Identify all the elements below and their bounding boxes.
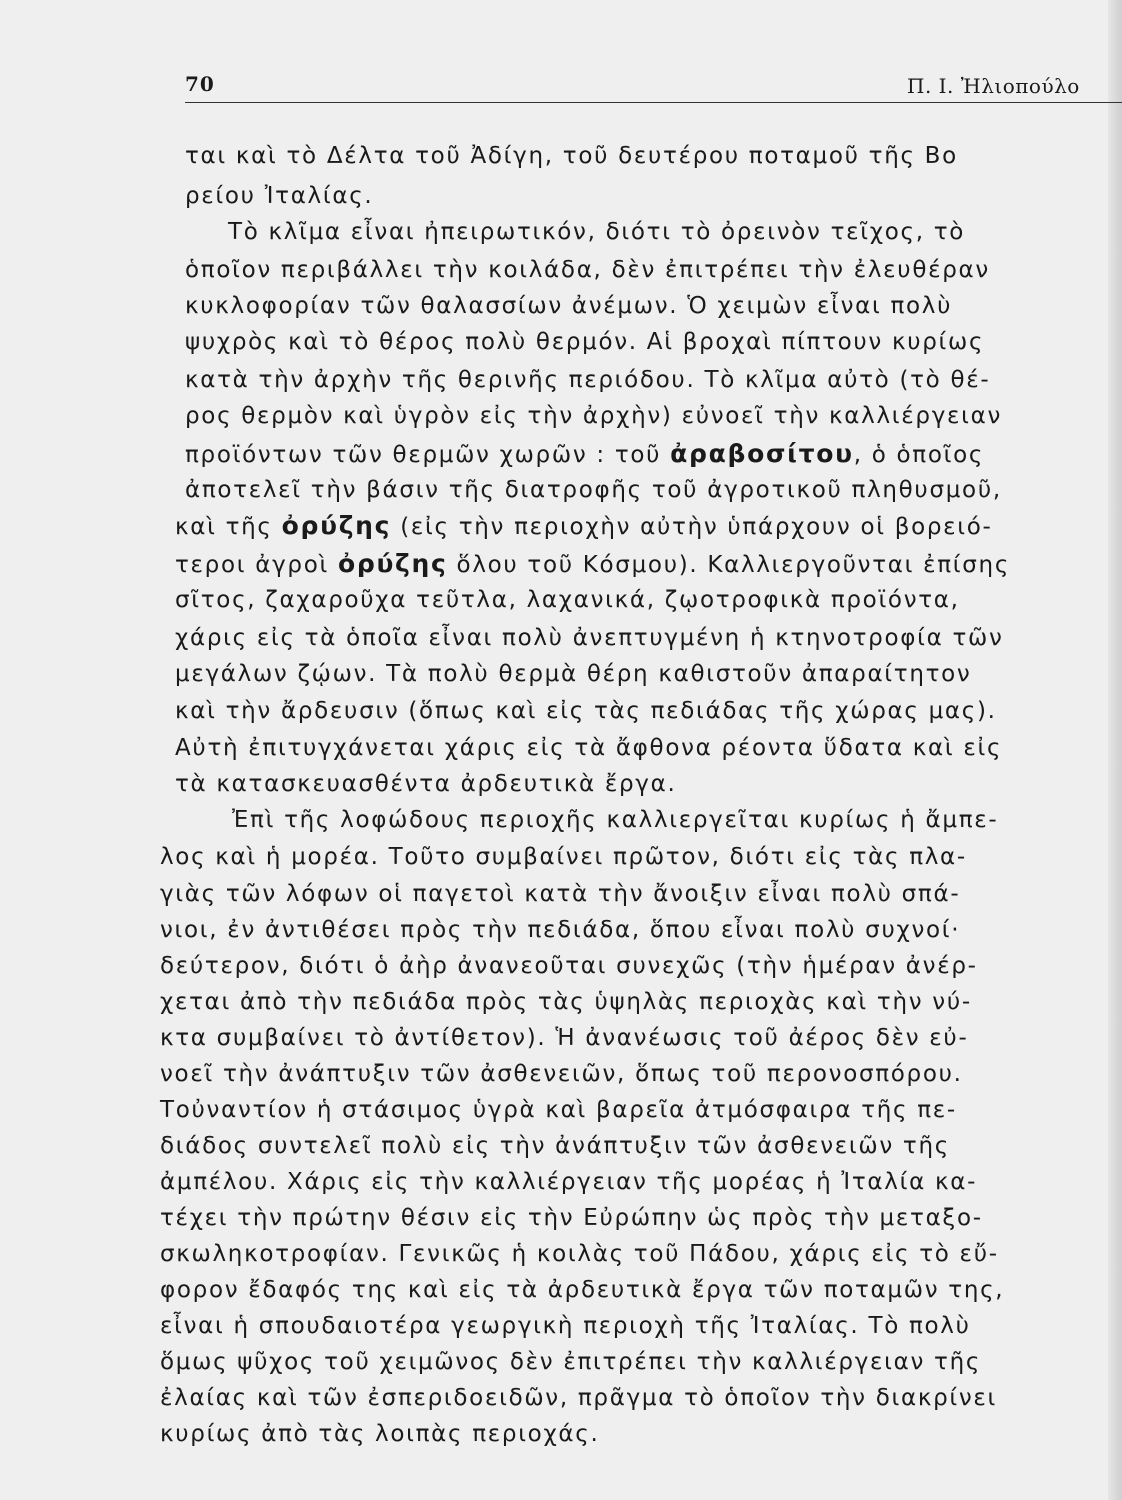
text-line: καὶ τῆς ὀρύζης (εἰς τὴν περιοχὴν αὐτὴν ὑπάρχουν οἱ βορειό- xyxy=(175,511,993,540)
text-line: σκωληκοτροφίαν. Γενικῶς ἡ κοιλὰς τοῦ Πάδου, χάρις εἰς τὸ εὔ- xyxy=(160,1241,999,1267)
text-line: χεται ἀπὸ τὴν πεδιάδα πρὸς τὰς ὑψηλὰς περιοχὰς καὶ τὴν νύ- xyxy=(160,989,972,1015)
text-line: Αὐτὴ ἐπιτυγχάνεται χάρις εἰς τὰ ἄφθονα ρέοντα ὕδατα καὶ εἰς xyxy=(175,735,1003,761)
text-line: εἶναι ἡ σπουδαιοτέρα γεωργικὴ περιοχὴ τῆς Ἰταλίας. Τὸ πολὺ xyxy=(160,1313,971,1339)
text-line: νοεῖ τὴν ἀνάπτυξιν τῶν ἀσθενειῶν, ὅπως τοῦ περονοσπόρου. xyxy=(160,1061,963,1087)
text-line: ται καὶ τὸ Δέλτα τοῦ Ἀδίγη, τοῦ δευτέρου ποταμοῦ τῆς Βο xyxy=(185,143,958,169)
text-line: δεύτερον, διότι ὁ ἀὴρ ἀνανεοῦται συνεχῶς (τὴν ἡμέραν ἀνέρ- xyxy=(160,953,978,979)
text-line: ἀποτελεῖ τὴν βάσιν τῆς διατροφῆς τοῦ ἀγροτικοῦ πληθυσμοῦ, xyxy=(185,477,1002,503)
text-line: κυκλοφορίαν τῶν θαλασσίων ἀνέμων. Ὁ χειμὼν εἶναι πολὺ xyxy=(185,293,953,319)
text-line: ὅμως ψῦχος τοῦ χειμῶνος δὲν ἐπιτρέπει τὴν καλλιέργειαν τῆς xyxy=(160,1349,982,1375)
text-line: Ἐπὶ τῆς λοφώδους περιοχῆς καλλιεργεῖται κυρίως ἡ ἄμπε- xyxy=(232,807,999,833)
header-rule xyxy=(185,102,1122,103)
text-line: ὁποῖον περιβάλλει τὴν κοιλάδα, δὲν ἐπιτρέπει τὴν ἐλευθέραν xyxy=(185,257,990,283)
text-line: χάρις εἰς τὰ ὁποῖα εἶναι πολὺ ἀνεπτυγμένη ἡ κτηνοτροφία τῶν xyxy=(175,625,1004,651)
text-line: κυρίως ἀπὸ τὰς λοιπὰς περιοχάς. xyxy=(160,1421,600,1447)
text-line: καὶ τὴν ἄρδευσιν (ὅπως καὶ εἰς τὰς πεδιάδας τῆς χώρας μας). xyxy=(175,698,997,724)
bold-term: ὀρύζης xyxy=(281,511,392,540)
text-line: διάδος συντελεῖ πολὺ εἰς τὴν ἀνάπτυξιν τῶν ἀσθενειῶν τῆς xyxy=(160,1133,950,1159)
text-line: ψυχρὸς καὶ τὸ θέρος πολὺ θερμόν. Αἱ βροχαὶ πίπτουν κυρίως xyxy=(185,329,985,355)
running-head: Π. Ι. Ἠλιοπούλο xyxy=(907,74,1080,98)
text-line: ἀμπέλου. Χάρις εἰς τὴν καλλιέργειαν τῆς μορέας ἡ Ἰταλία κα- xyxy=(160,1169,978,1195)
text-line: νιοι, ἐν ἀντιθέσει πρὸς τὴν πεδιάδα, ὅπου εἶναι πολὺ συχνοί· xyxy=(160,917,961,943)
text-line: κατὰ τὴν ἀρχὴν τῆς θερινῆς περιόδου. Τὸ κλῖμα αὐτὸ (τὸ θέ- xyxy=(185,367,991,393)
text-line: σῖτος, ζαχαροῦχα τεῦτλα, λαχανικά, ζῳοτροφικὰ προϊόντα, xyxy=(175,587,960,613)
bold-term: ἀραβοσίτου xyxy=(670,439,854,468)
text-line: τεροι ἀγροὶ ὀρύζης ὅλου τοῦ Κόσμου). Καλλιεργοῦνται ἐπίσης xyxy=(175,549,1011,578)
text-line: Τὸ κλῖμα εἶναι ἠπειρωτικόν, διότι τὸ ὀρεινὸν τεῖχος, τὸ xyxy=(228,219,966,245)
bold-term: ὀρύζης xyxy=(337,549,448,578)
text-line: κτα συμβαίνει τὸ ἀντίθετον). Ἡ ἀνανέωσις τοῦ ἀέρος δὲν εὐ- xyxy=(160,1025,969,1051)
text-line: ρος θερμὸν καὶ ὑγρὸν εἰς τὴν ἀρχὴν) εὐνοεῖ τὴν καλλιέργειαν xyxy=(185,403,1003,429)
text-line: τέχει τὴν πρώτην θέσιν εἰς τὴν Εὐρώπην ὡς πρὸς τὴν μεταξο- xyxy=(160,1205,983,1231)
text-line: τὰ κατασκευασθέντα ἀρδευτικὰ ἔργα. xyxy=(175,771,677,797)
text-line: ἐλαίας καὶ τῶν ἐσπεριδοειδῶν, πρᾶγμα τὸ ὁποῖον τὴν διακρίνει xyxy=(160,1385,998,1411)
text-line: ρείου Ἰταλίας. xyxy=(185,183,374,209)
text-line: λος καὶ ἡ μορέα. Τοῦτο συμβαίνει πρῶτον, διότι εἰς τὰς πλα- xyxy=(160,844,967,870)
text-line: προϊόντων τῶν θερμῶν χωρῶν : τοῦ ἀραβοσίτου, ὁ ὁποῖος xyxy=(185,439,985,468)
page-number: 70 xyxy=(185,72,215,96)
text-line: Τοὐναντίον ἡ στάσιμος ὑγρὰ καὶ βαρεῖα ἀτμόσφαιρα τῆς πε- xyxy=(160,1097,957,1123)
text-line: γιὰς τῶν λόφων οἱ παγετοὶ κατὰ τὴν ἄνοιξιν εἶναι πολὺ σπά- xyxy=(160,881,961,907)
page-header xyxy=(185,70,1122,104)
text-line: μεγάλων ζῴων. Τὰ πολὺ θερμὰ θέρη καθιστοῦν ἀπαραίτητον xyxy=(175,661,972,687)
text-line: φορον ἔδαφός της καὶ εἰς τὰ ἀρδευτικὰ ἔργα τῶν ποταμῶν της, xyxy=(160,1277,1005,1303)
